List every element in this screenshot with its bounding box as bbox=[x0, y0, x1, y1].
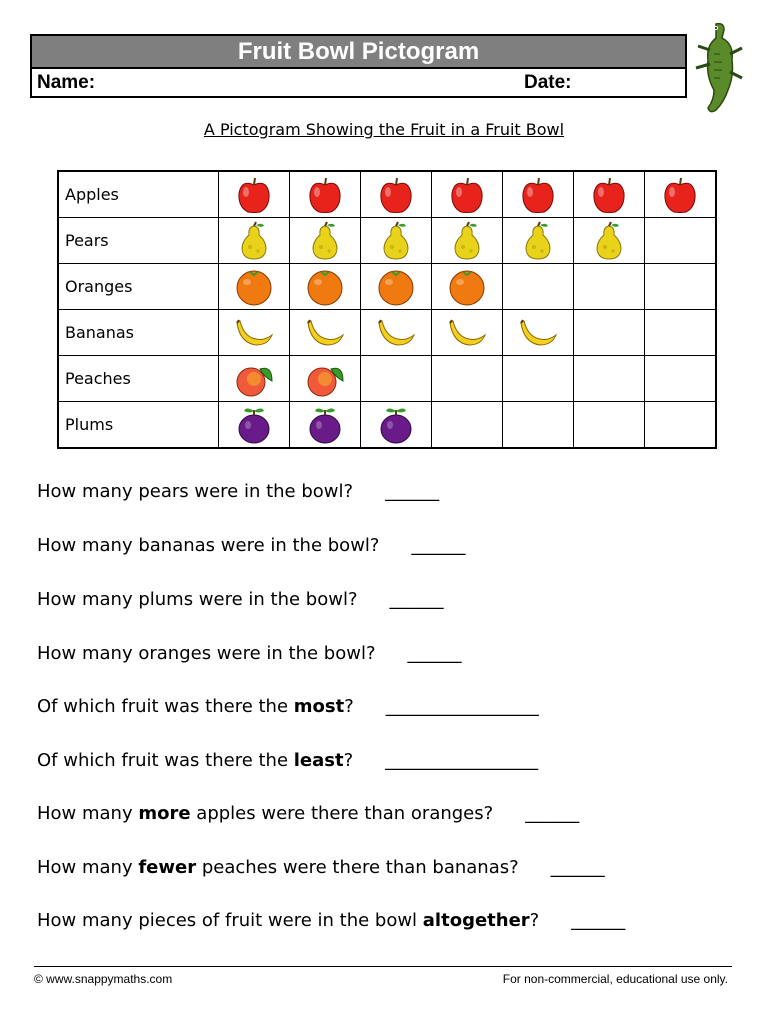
question-9 bbox=[37, 910, 625, 931]
question-emphasis: least bbox=[293, 750, 344, 771]
question-emphasis: more bbox=[138, 803, 191, 824]
banana-icon bbox=[376, 313, 416, 353]
pictogram-row-bananas bbox=[58, 310, 716, 356]
apple-icon bbox=[305, 175, 345, 215]
answer-blank[interactable]: ______ bbox=[407, 643, 462, 664]
question-text: Of which fruit was there the bbox=[37, 696, 294, 717]
pictogram-cell bbox=[644, 310, 716, 356]
question-text: How many bananas were in the bowl? bbox=[37, 535, 380, 556]
question-8 bbox=[37, 857, 605, 878]
footer-divider bbox=[34, 966, 732, 967]
apple-icon bbox=[376, 175, 416, 215]
apple-icon bbox=[447, 175, 487, 215]
pictogram-cell bbox=[218, 310, 289, 356]
header-box bbox=[30, 34, 687, 98]
pictogram-cell bbox=[502, 171, 573, 218]
apple-icon bbox=[234, 175, 274, 215]
pictogram-cell bbox=[431, 171, 502, 218]
row-label: Pears bbox=[58, 218, 218, 264]
question-emphasis: most bbox=[293, 696, 345, 717]
question-text: How many pieces of fruit were in the bowl bbox=[37, 910, 423, 931]
pictogram-cell bbox=[431, 310, 502, 356]
plum-icon bbox=[234, 405, 274, 445]
pictogram-cell bbox=[644, 171, 716, 218]
answer-blank[interactable]: ______ bbox=[385, 481, 440, 502]
row-label: Peaches bbox=[58, 356, 218, 402]
answer-blank[interactable]: ______ bbox=[411, 535, 466, 556]
pictogram-row-pears bbox=[58, 218, 716, 264]
pictogram-cell bbox=[289, 218, 360, 264]
question-text: How many pears were in the bowl? bbox=[37, 481, 354, 502]
answer-blank[interactable]: _________________ bbox=[385, 696, 539, 717]
pictogram-cell bbox=[431, 402, 502, 449]
question-text-end: peaches were there than bananas? bbox=[196, 857, 519, 878]
pictogram-cell bbox=[289, 356, 360, 402]
name-label: Name: bbox=[37, 72, 96, 93]
pictogram-cell bbox=[431, 264, 502, 310]
worksheet-title: Fruit Bowl Pictogram bbox=[32, 36, 685, 69]
answer-blank[interactable]: ______ bbox=[571, 910, 626, 931]
pictogram-cell bbox=[360, 264, 431, 310]
banana-icon bbox=[234, 313, 274, 353]
question-text: How many oranges were in the bowl? bbox=[37, 643, 376, 664]
question-3 bbox=[37, 589, 444, 610]
pictogram-cell bbox=[289, 171, 360, 218]
answer-blank[interactable]: ______ bbox=[525, 803, 580, 824]
pictogram-cell bbox=[289, 310, 360, 356]
row-label: Apples bbox=[58, 171, 218, 218]
footer-copyright: © www.snappymaths.com bbox=[34, 972, 173, 986]
question-emphasis: altogether bbox=[422, 910, 530, 931]
pear-icon bbox=[447, 221, 487, 261]
pictogram-cell bbox=[218, 264, 289, 310]
pictogram-cell bbox=[573, 402, 644, 449]
plum-icon bbox=[376, 405, 416, 445]
pictogram-cell bbox=[360, 356, 431, 402]
pictogram-cell bbox=[502, 264, 573, 310]
crocodile-logo-icon bbox=[694, 20, 744, 116]
banana-icon bbox=[447, 313, 487, 353]
pictogram-subtitle: A Pictogram Showing the Fruit in a Fruit Bowl bbox=[203, 120, 565, 139]
question-4 bbox=[37, 643, 462, 664]
pictogram-cell bbox=[573, 171, 644, 218]
pictogram-cell bbox=[644, 264, 716, 310]
apple-icon bbox=[589, 175, 629, 215]
pictogram-cell bbox=[218, 218, 289, 264]
question-5 bbox=[37, 696, 539, 717]
question-2 bbox=[37, 535, 465, 556]
apple-icon bbox=[660, 175, 700, 215]
question-text: How many plums were in the bowl? bbox=[37, 589, 358, 610]
pictogram-cell bbox=[360, 171, 431, 218]
name-date-row bbox=[32, 69, 685, 98]
orange-icon bbox=[447, 267, 487, 307]
pictogram-row-peaches bbox=[58, 356, 716, 402]
pictogram-cell bbox=[573, 356, 644, 402]
plum-icon bbox=[305, 405, 345, 445]
pictogram-cell bbox=[289, 402, 360, 449]
pictogram-row-oranges bbox=[58, 264, 716, 310]
question-text-end: ? bbox=[343, 750, 354, 771]
row-label: Plums bbox=[58, 402, 218, 449]
peach-icon bbox=[234, 359, 274, 399]
date-label: Date: bbox=[524, 72, 572, 93]
question-7 bbox=[37, 803, 579, 824]
question-text-end: apples were there than oranges? bbox=[190, 803, 494, 824]
orange-icon bbox=[234, 267, 274, 307]
question-6 bbox=[37, 750, 538, 771]
pictogram-cell bbox=[502, 310, 573, 356]
pictogram-cell bbox=[289, 264, 360, 310]
pictogram-cell bbox=[573, 310, 644, 356]
pictogram-cell bbox=[573, 264, 644, 310]
pear-icon bbox=[234, 221, 274, 261]
pictogram-cell bbox=[360, 402, 431, 449]
pictogram-cell bbox=[502, 356, 573, 402]
pictogram-table bbox=[57, 170, 717, 449]
banana-icon bbox=[518, 313, 558, 353]
pictogram-cell bbox=[360, 310, 431, 356]
pictogram-cell bbox=[644, 402, 716, 449]
apple-icon bbox=[518, 175, 558, 215]
pictogram-cell bbox=[644, 218, 716, 264]
answer-blank[interactable]: _________________ bbox=[385, 750, 539, 771]
row-label: Oranges bbox=[58, 264, 218, 310]
pictogram-cell bbox=[218, 171, 289, 218]
question-text: How many bbox=[37, 857, 139, 878]
pictogram-cell bbox=[218, 402, 289, 449]
pictogram-cell bbox=[573, 218, 644, 264]
question-text: Of which fruit was there the bbox=[37, 750, 294, 771]
row-label: Bananas bbox=[58, 310, 218, 356]
pear-icon bbox=[518, 221, 558, 261]
banana-icon bbox=[305, 313, 345, 353]
pictogram-cell bbox=[431, 218, 502, 264]
pictogram-row-plums bbox=[58, 402, 716, 449]
question-text-end: ? bbox=[344, 696, 354, 717]
pictogram-cell bbox=[360, 218, 431, 264]
pictogram-cell bbox=[502, 218, 573, 264]
answer-blank[interactable]: ______ bbox=[389, 589, 444, 610]
answer-blank[interactable]: ______ bbox=[550, 857, 605, 878]
pictogram-cell bbox=[644, 356, 716, 402]
pear-icon bbox=[589, 221, 629, 261]
pear-icon bbox=[305, 221, 345, 261]
peach-icon bbox=[305, 359, 345, 399]
question-text: How many bbox=[37, 803, 139, 824]
pictogram-cell bbox=[218, 356, 289, 402]
question-emphasis: fewer bbox=[138, 857, 197, 878]
orange-icon bbox=[376, 267, 416, 307]
pictogram-row-apples bbox=[58, 171, 716, 218]
pear-icon bbox=[376, 221, 416, 261]
question-text-end: ? bbox=[529, 910, 540, 931]
pictogram-cell bbox=[502, 402, 573, 449]
footer-notice: For non-commercial, educational use only. bbox=[502, 972, 728, 986]
question-1 bbox=[37, 481, 439, 502]
pictogram-cell bbox=[431, 356, 502, 402]
orange-icon bbox=[305, 267, 345, 307]
